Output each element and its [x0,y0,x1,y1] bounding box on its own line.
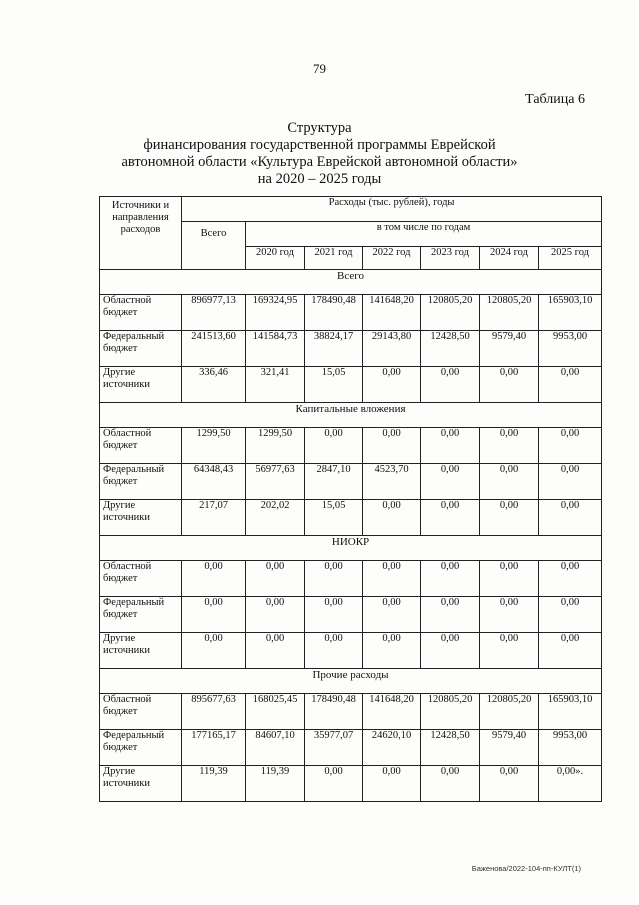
header-year: 2024 год [480,247,539,270]
cell-year-value: 0,00 [305,633,363,669]
cell-total: 0,00 [182,633,246,669]
table-heading [0,120,639,188]
cell-year-value: 56977,63 [246,464,305,500]
heading-line-4: на 2020 – 2025 годы [257,171,382,187]
cell-year-value: 0,00 [421,500,480,536]
row-label: Областной бюджет [100,694,182,730]
cell-year-value: 119,39 [246,766,305,802]
cell-year-value: 38824,17 [305,331,363,367]
cell-year-value: 0,00 [246,561,305,597]
cell-year-value: 141648,20 [363,694,421,730]
cell-year-value: 178490,48 [305,295,363,331]
cell-year-value: 0,00 [305,766,363,802]
cell-year-value: 2847,10 [305,464,363,500]
section-row [100,270,602,295]
cell-year-value: 0,00 [480,428,539,464]
cell-year-value: 165903,10 [539,295,602,331]
table-row [100,561,602,597]
cell-total: 217,07 [182,500,246,536]
cell-year-value: 9953,00 [539,331,602,367]
section-title: Капитальные вложения [100,403,602,428]
heading-line-1: Структура [287,120,352,136]
row-label: Другие источники [100,633,182,669]
row-label: Федеральный бюджет [100,597,182,633]
cell-year-value: 0,00 [539,428,602,464]
cell-total: 1299,50 [182,428,246,464]
cell-total: 119,39 [182,766,246,802]
cell-total: 895677,63 [182,694,246,730]
cell-year-value: 35977,07 [305,730,363,766]
header-expenses: Расходы (тыс. рублей), годы [182,197,602,222]
cell-year-value: 12428,50 [421,730,480,766]
cell-year-value: 0,00 [363,428,421,464]
table-row [100,295,602,331]
table-row [100,367,602,403]
cell-year-value: 9579,40 [480,331,539,367]
cell-year-value: 0,00 [246,597,305,633]
cell-year-value: 0,00 [539,561,602,597]
cell-total: 336,46 [182,367,246,403]
cell-year-value: 0,00 [480,766,539,802]
table-row [100,464,602,500]
cell-year-value: 0,00 [421,597,480,633]
cell-year-value: 0,00 [480,597,539,633]
cell-year-value: 169324,95 [246,295,305,331]
cell-year-value: 141648,20 [363,295,421,331]
cell-year-value: 0,00 [305,597,363,633]
section-title: Всего [100,270,602,295]
cell-total: 177165,17 [182,730,246,766]
header-year: 2022 год [363,247,421,270]
row-label: Федеральный бюджет [100,331,182,367]
cell-year-value: 0,00 [539,464,602,500]
table-row [100,500,602,536]
cell-year-value: 120805,20 [421,295,480,331]
cell-year-value: 84607,10 [246,730,305,766]
heading-line-3: автономной области «Культура Еврейской автономной области» [121,154,518,170]
cell-year-value: 0,00 [480,367,539,403]
cell-year-value: 0,00 [246,633,305,669]
cell-year-value: 141584,73 [246,331,305,367]
row-label: Федеральный бюджет [100,730,182,766]
section-row [100,403,602,428]
cell-year-value: 15,05 [305,367,363,403]
section-row [100,536,602,561]
cell-year-value: 165903,10 [539,694,602,730]
table-row [100,633,602,669]
row-label: Областной бюджет [100,428,182,464]
cell-year-value: 1299,50 [246,428,305,464]
cell-year-value: 12428,50 [421,331,480,367]
cell-year-value: 0,00 [539,597,602,633]
cell-year-value: 24620,10 [363,730,421,766]
cell-year-value: 202,02 [246,500,305,536]
heading-line-2: финансирования государственной программы Еврейской [143,137,496,153]
cell-year-value: 0,00 [363,766,421,802]
cell-year-value: 178490,48 [305,694,363,730]
cell-total: 0,00 [182,597,246,633]
cell-year-value: 0,00 [363,500,421,536]
cell-year-value: 9953,00 [539,730,602,766]
cell-year-value: 0,00 [480,561,539,597]
table-row [100,428,602,464]
cell-year-value: 0,00 [363,367,421,403]
cell-year-value: 29143,80 [363,331,421,367]
cell-year-value: 0,00 [421,367,480,403]
cell-total: 241513,60 [182,331,246,367]
cell-year-value: 0,00 [421,561,480,597]
row-label: Другие источники [100,500,182,536]
header-year: 2025 год [539,247,602,270]
cell-year-value: 0,00 [539,367,602,403]
cell-year-value: 0,00 [305,561,363,597]
cell-year-value: 0,00 [480,500,539,536]
section-title: НИОКР [100,536,602,561]
page-number: 79 [313,61,326,76]
section-row [100,669,602,694]
cell-year-value: 0,00 [305,428,363,464]
cell-year-value: 120805,20 [480,694,539,730]
cell-total: 0,00 [182,561,246,597]
cell-year-value: 0,00 [539,633,602,669]
row-label: Федеральный бюджет [100,464,182,500]
cell-year-value: 0,00». [539,766,602,802]
table-label: Таблица 6 [525,92,585,107]
cell-year-value: 0,00 [421,633,480,669]
header-by-year: в том числе по годам [246,222,602,247]
table-row [100,694,602,730]
cell-year-value: 120805,20 [480,295,539,331]
header-year: 2020 год [246,247,305,270]
cell-year-value: 0,00 [421,766,480,802]
table-row [100,597,602,633]
table-row [100,766,602,802]
row-label: Другие источники [100,766,182,802]
cell-total: 64348,43 [182,464,246,500]
row-label: Областной бюджет [100,561,182,597]
header-year: 2021 год [305,247,363,270]
cell-year-value: 0,00 [539,500,602,536]
cell-year-value: 0,00 [421,428,480,464]
cell-year-value: 168025,45 [246,694,305,730]
cell-year-value: 15,05 [305,500,363,536]
row-label: Областной бюджет [100,295,182,331]
cell-year-value: 0,00 [363,633,421,669]
row-label: Другие источники [100,367,182,403]
header-sources: Источники и направления расходов [100,197,182,270]
cell-year-value: 0,00 [363,597,421,633]
table-row [100,730,602,766]
table-row [100,331,602,367]
cell-year-value: 321,41 [246,367,305,403]
cell-year-value: 9579,40 [480,730,539,766]
cell-year-value: 0,00 [480,633,539,669]
header-year: 2023 год [421,247,480,270]
cell-year-value: 120805,20 [421,694,480,730]
cell-total: 896977,13 [182,295,246,331]
cell-year-value: 0,00 [421,464,480,500]
document-code: Баженова/2022-104-пп-КУЛТ(1) [471,864,581,873]
cell-year-value: 0,00 [480,464,539,500]
header-total: Всего [182,222,246,270]
cell-year-value: 4523,70 [363,464,421,500]
section-title: Прочие расходы [100,669,602,694]
cell-year-value: 0,00 [363,561,421,597]
financing-table [99,196,602,802]
